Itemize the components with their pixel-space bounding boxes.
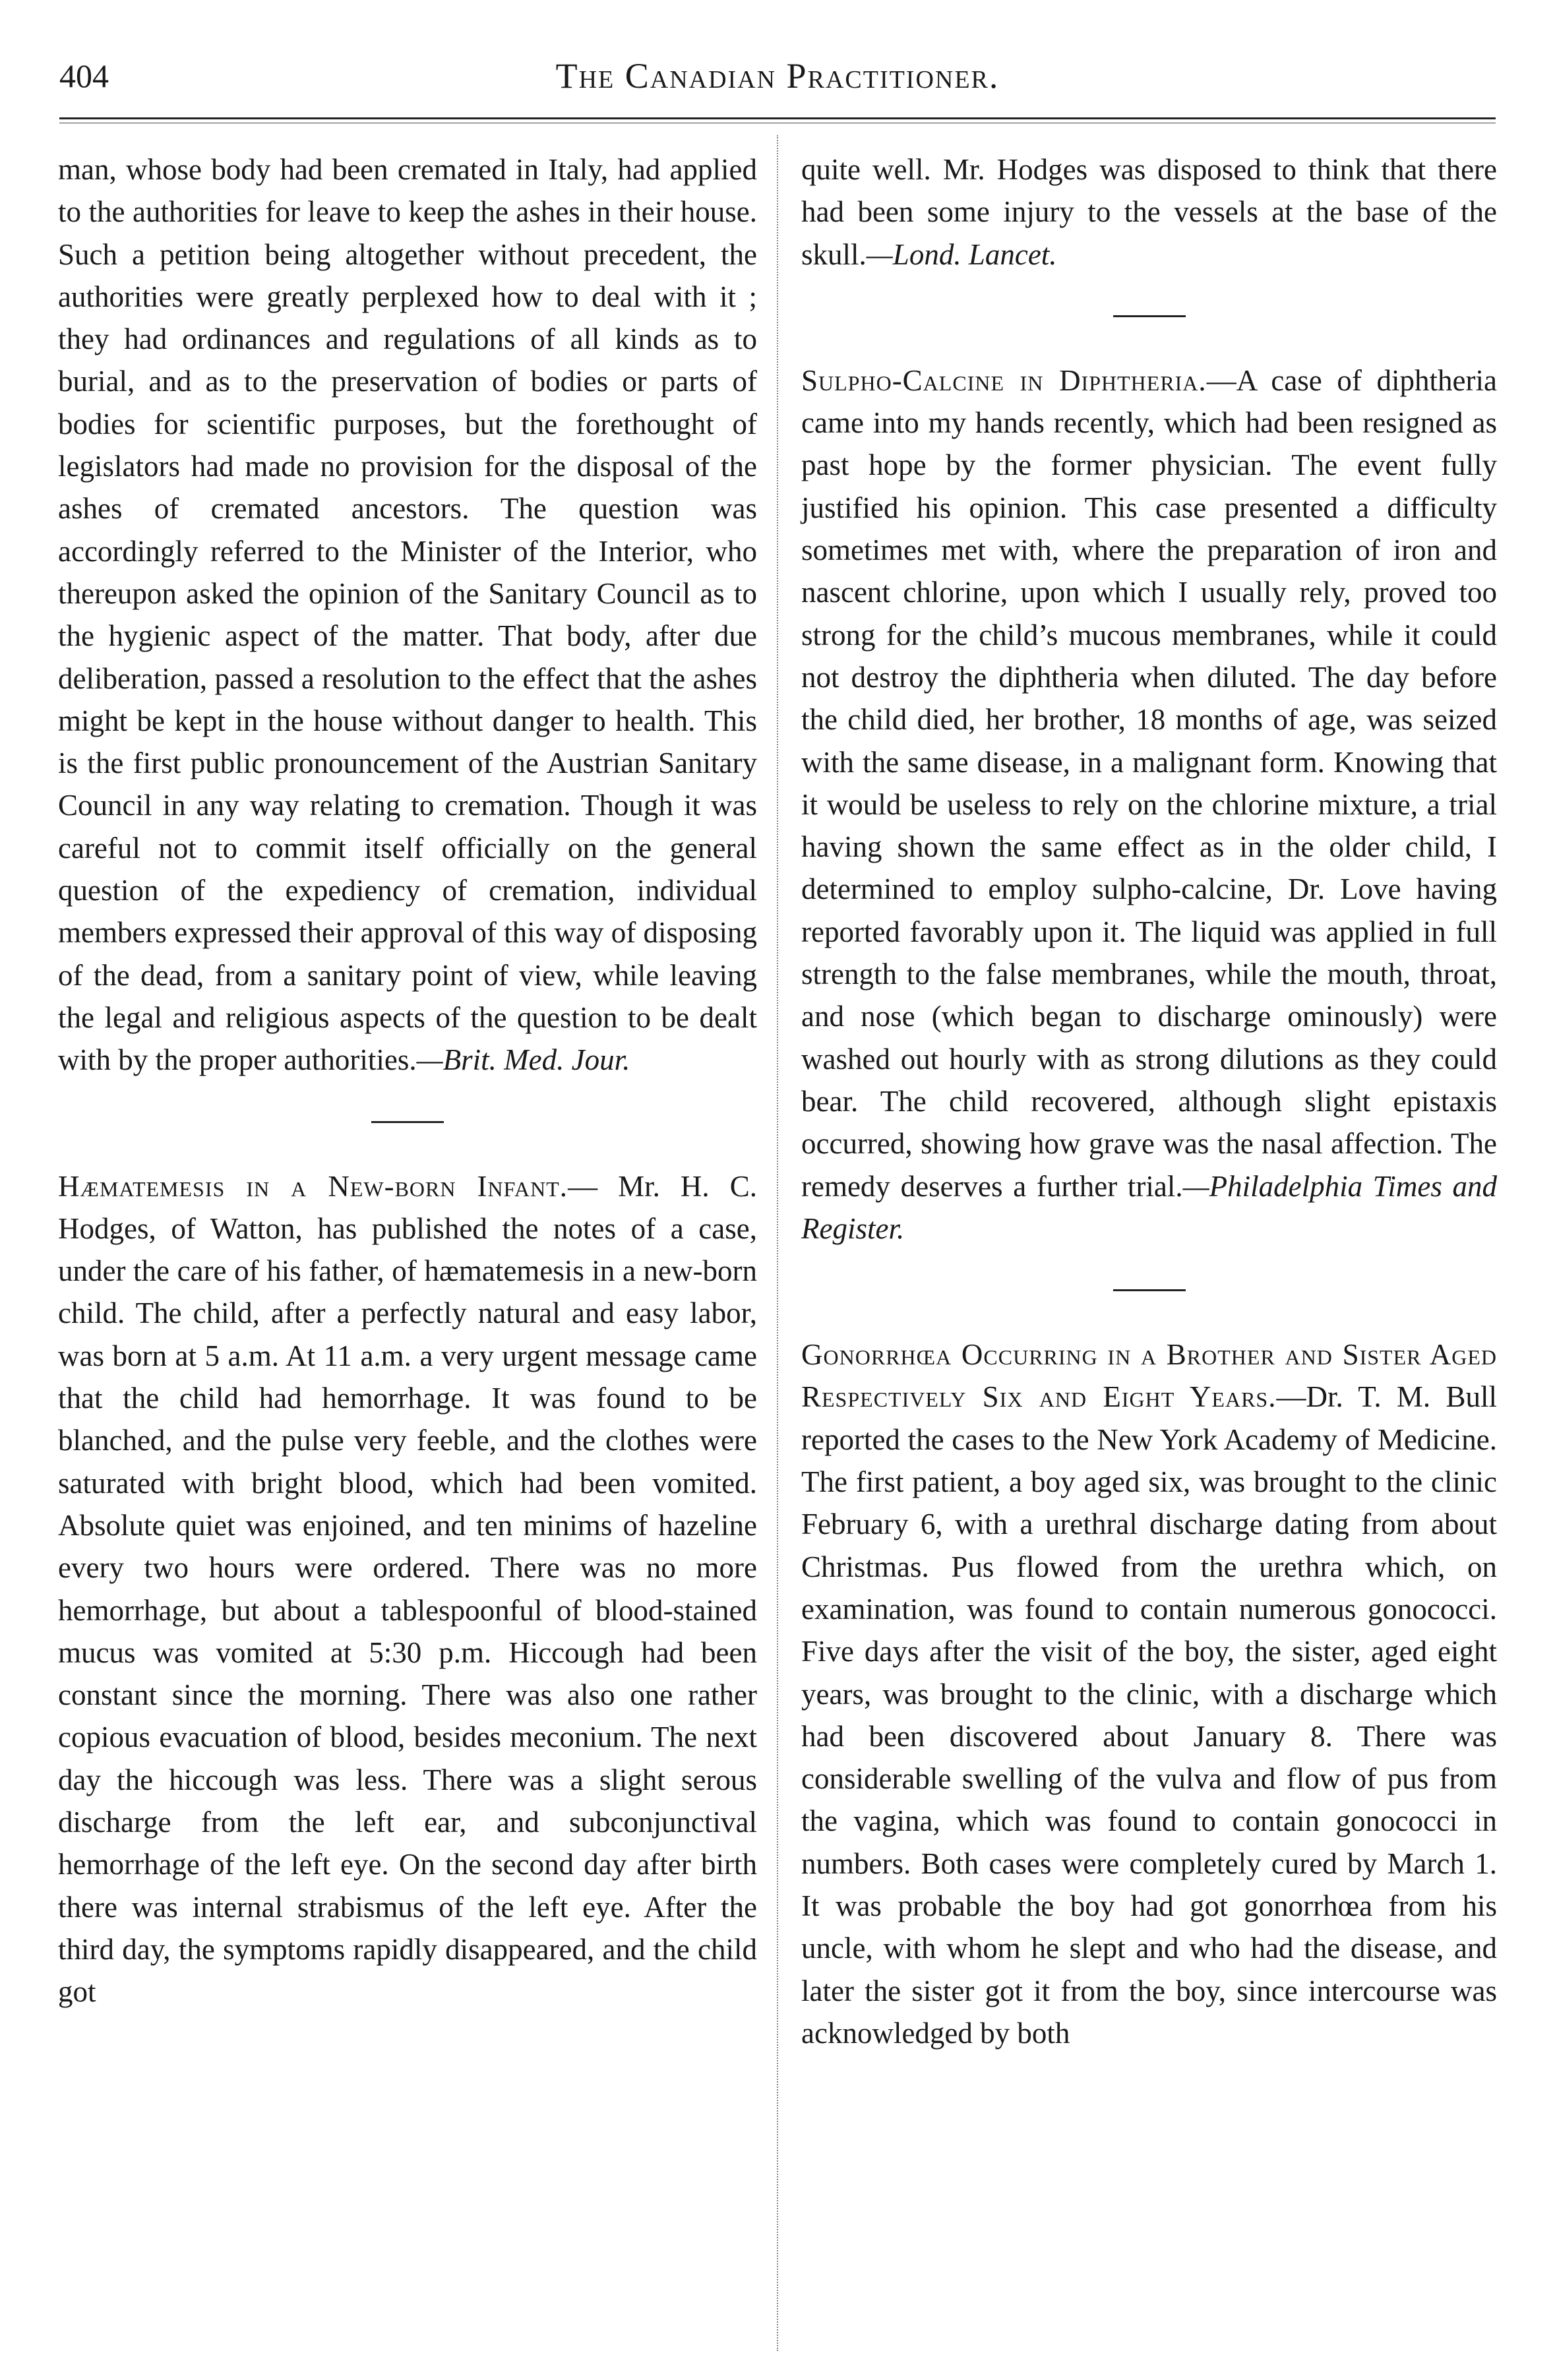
sulpho-calcine-source: —Philadelphia Times and Register. xyxy=(801,1169,1498,1245)
column-divider xyxy=(777,135,778,2351)
left-column xyxy=(58,148,757,2013)
section-divider xyxy=(371,1121,444,1123)
gonorrhoea-body: —Dr. T. M. Bull reported the cases to the New York Academy of Medicine. The first patient, a boy aged six, was brought to the clinic February 6, with a urethral discharge dating from about Christmas. Pus flowed from the urethra which, on examination, was found to contain numerous gonococci. Five days after the visit of the boy, the sister, aged eight years, was brought to the clinic, with a discharge which had been discovered about January 8. There was considerable swelling of the vulva and flow of pus from the vagina, which was found to contain gonococci in numbers. Both cases were completely cured by March 1. It was probable the boy had got gonorrhœa from his uncle, with whom he slept and who had the disease, and later the sister got it from the boy, since intercourse was acknowledged by both xyxy=(801,1380,1497,2050)
journal-title: The Canadian Practitioner. xyxy=(555,56,1000,96)
right-column xyxy=(801,148,1497,2054)
sulpho-calcine-heading: Sulpho-Calcine in Diphtheria. xyxy=(801,363,1207,397)
haematemesis-source: —Lond. Lancet. xyxy=(866,237,1057,271)
running-head xyxy=(59,46,1496,106)
cremation-article-text xyxy=(58,148,757,1082)
page-number: 404 xyxy=(59,57,109,94)
gonorrhoea-article xyxy=(801,1333,1497,2054)
gonorrhoea-heading: Gonorrhœa Occurring in a Brother and Sister Aged Respectively Six and Eight Years. xyxy=(801,1338,1497,1414)
cremation-article-source: —Brit. Med. Jour. xyxy=(416,1043,630,1077)
section-divider xyxy=(1113,315,1186,317)
sulpho-calcine-body: —A case of diphtheria came into my hands recently, which had been resigned as past hope by the former physician. The event fully justified his opinion. This case presented a difficulty sometimes met with, where the preparation of iron and nascent chlorine, upon which I usually rely, proved too strong for the child’s mucous membranes, while it could not destroy the diphtheria when diluted. The day before the child died, her brother, 18 months of age, was seized with the same disease, in a malignant form. Knowing that it would be useless to rely on the chlorine mixture, a trial having shown the same effect as in the older child, I determined to employ sulpho-calcine, Dr. Love having reported favorably upon it. The liquid was applied in full strength to the false membranes, while the mouth, throat, and nose (which began to discharge ominously) were washed out hourly with as strong dilutions as they could bear. The child recovered, although slight epistaxis occurred, showing how grave was the nasal affection. The remedy deserves a further trial. xyxy=(801,363,1497,1203)
section-divider xyxy=(1113,1289,1186,1291)
haematemesis-continuation xyxy=(801,148,1497,276)
haematemesis-heading: Hæmatemesis in a New-born Infant. xyxy=(58,1169,568,1203)
sulpho-calcine-article xyxy=(801,359,1497,1250)
header-rule xyxy=(59,117,1496,119)
haematemesis-continuation-body: quite well. Mr. Hodges was disposed to think that there had been some injury to the vessels at the base of the skull. xyxy=(801,153,1497,271)
haematemesis-article xyxy=(58,1165,757,2013)
cremation-article-body: man, whose body had been cremated in Italy, had applied to the authorities for leave to keep the ashes in their house. Such a petition being altogether without precedent, the authorities were greatly perplexed how to deal with it ; they had ordinances and regulations of all kinds as to burial, and as to the preservation of bodies or parts of bodies for scientific purposes, but the forethought of legislators had made no provision for the disposal of the ashes of cremated ancestors. The question was accordingly referred to the Minister of the Interior, who thereupon asked the opinion of the Sanitary Council as to the hygienic aspect of the matter. That body, after due deliberation, passed a resolution to the effect that the ashes might be kept in the house without danger to health. This is the first public pronouncement of the Austrian Sanitary Council in any way relating to cremation. Though it was careful not to commit itself officially on the general question of the expediency of cremation, individual members expressed their approval of this way of disposing of the dead, from a sanitary point of view, while leaving the legal and religious aspects of the question to be dealt with by the proper authorities. xyxy=(58,153,757,1077)
haematemesis-body: — Mr. H. C. Hodges, of Watton, has published the notes of a case, under the care of his father, of hæmatemesis in a new-born child. The child, after a perfectly natural and easy labor, was born at 5 a.m. At 11 a.m. a very urgent message came that the child had hemorrhage. It was found to be blanched, and the pulse very feeble, and the clothes were saturated with bright blood, which had been vomited. Absolute quiet was enjoined, and ten minims of hazeline every two hours were ordered. There was no more hemorrhage, but about a tablespoonful of blood-stained mucus was vomited at 5:30 p.m. Hiccough had been constant since the morning. There was also one rather copious evacuation of blood, besides meconium. The next day the hiccough was less. There was a slight serous discharge from the left ear, and subconjunctival hemorrhage of the left eye. On the second day after birth there was internal strabismus of the left eye. After the third day, the symptoms rapidly disappeared, and the child got xyxy=(58,1169,757,2009)
